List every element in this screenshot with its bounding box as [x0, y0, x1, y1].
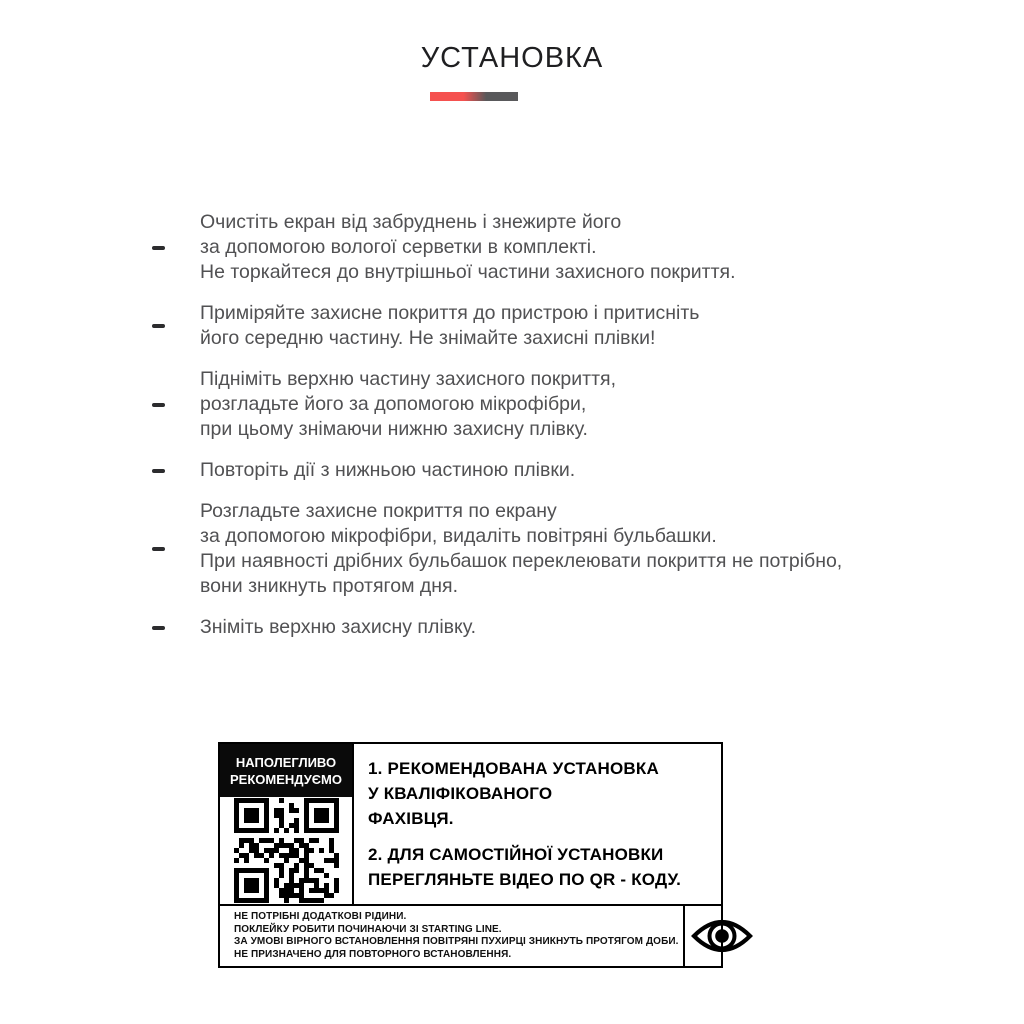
page-title: УСТАНОВКА — [420, 42, 604, 74]
step-text: Приміряйте захисне покриття до пристрою і притисніть його середню частину. Не знімайте захисні плівки! — [200, 302, 700, 349]
recommendation-item: 1. РЕКОМЕНДОВАНА УСТАНОВКА У КВАЛІФІКОВАНОГО ФАХІВЦЯ. — [368, 759, 659, 828]
recommendation-box-main — [220, 744, 721, 906]
qr-code-icon — [234, 798, 339, 903]
installation-step — [152, 615, 912, 640]
step-text: Очистіть екран від забруднень і знежирте його за допомогою вологої серветки в комплекті. Не торкайтеся до внутрішньої частини захисного покриття. — [200, 211, 736, 283]
recommendation-box — [218, 742, 723, 968]
installation-step — [152, 367, 912, 442]
installation-step — [152, 499, 912, 599]
recommendation-box-left-cell — [220, 744, 354, 904]
recommendations-text — [354, 744, 721, 904]
eye-icon-cell — [683, 906, 759, 966]
step-text: Зніміть верхню захисну плівку. — [200, 616, 477, 638]
recommendation-item: 2. ДЛЯ САМОСТІЙНОЇ УСТАНОВКИ ПЕРЕГЛЯНЬТЕ ВІДЕО ПО QR - КОДУ. — [368, 845, 682, 889]
step-dash-marker — [152, 324, 200, 328]
recommendation-box-footer — [220, 906, 721, 966]
step-dash-marker — [152, 469, 200, 473]
step-dash-marker — [152, 403, 200, 407]
step-text: Повторіть дії з нижньою частиною плівки. — [200, 459, 576, 481]
installation-steps-list — [152, 210, 912, 656]
installation-step — [152, 301, 912, 351]
installation-step — [152, 210, 912, 285]
step-text: Підніміть верхню частину захисного покриття, розгладьте його за допомогою мікрофібри, при цьому знімаючи нижню захисну плівку. — [200, 368, 617, 440]
title-divider-bar — [430, 92, 518, 101]
step-dash-marker — [152, 547, 200, 551]
step-dash-marker — [152, 626, 200, 630]
step-dash-marker — [152, 246, 200, 250]
strongly-recommend-label: НАПОЛЕГЛИВО РЕКОМЕНДУЄМО — [220, 744, 352, 797]
eye-icon — [691, 915, 753, 957]
installation-step — [152, 458, 912, 483]
usage-notes: НЕ ПОТРІБНІ ДОДАТКОВІ РІДИНИ. ПОКЛЕЙКУ РОБИТИ ПОЧИНАЮЧИ ЗІ STARTING LINE. ЗА УМОВІ ВІРНОГО ВСТАНОВЛЕННЯ ПОВІТРЯНІ ПУХИРЦІ ЗНИКНУТЬ ПРОТЯГОМ ДОБИ. НЕ ПРИЗНАЧЕНО ДЛЯ ПОВТОРНОГО ВСТАНОВЛЕННЯ. — [234, 911, 679, 960]
step-text: Розгладьте захисне покриття по екрану за допомогою мікрофібри, видаліть повітряні бульбашки. При наявності дрібних бульбашок переклеювати покриття не потрібно, вони зникнуть протягом дня. — [200, 500, 843, 597]
qr-code — [220, 797, 352, 904]
